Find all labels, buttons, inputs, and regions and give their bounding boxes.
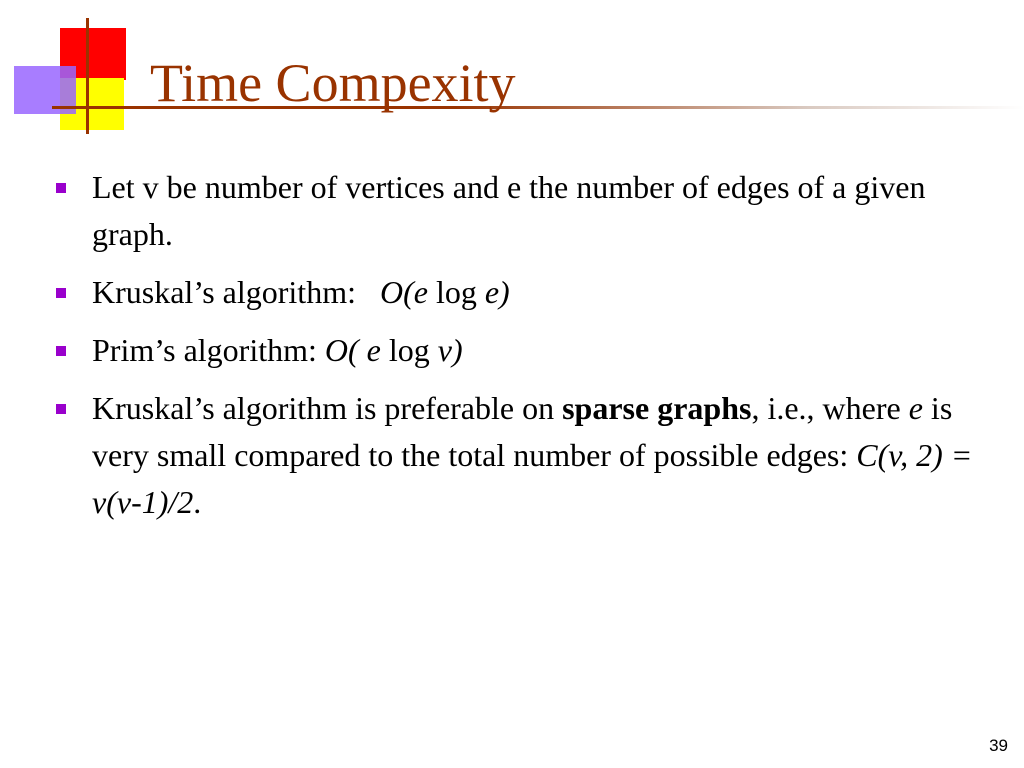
square-bullet-icon (56, 404, 66, 414)
bullet-math: v) (437, 332, 463, 368)
bullet-item (52, 327, 982, 374)
page-number: 39 (989, 736, 1008, 755)
bullet-math: e) (484, 274, 510, 310)
bullet-text: log (380, 332, 438, 368)
bullet-text: Prim’s algorithm: (92, 332, 325, 368)
bullet-text: log (427, 274, 485, 310)
bullet-math: O( e (324, 332, 381, 368)
vertical-line-decoration (86, 18, 89, 134)
bullet-text: Kruskal’s algorithm is preferable on (92, 390, 563, 426)
bullet-text: Let v be number of vertices and e the number of edges of a given graph. (92, 169, 926, 252)
bullet-text: Kruskal’s algorithm: (92, 274, 380, 310)
slide-title: Time Compexity (150, 53, 516, 113)
bullet-text: , i.e., where (751, 390, 909, 426)
bullet-text: . (193, 484, 202, 520)
bullet-item (52, 385, 982, 526)
bullet-text: is very small compared to the total number of possible edges: (92, 390, 953, 473)
bullet-math: O(e (379, 274, 428, 310)
square-bullet-icon (56, 183, 66, 193)
bullet-math: C(v, 2) = v(v-1)/2 (92, 437, 973, 520)
bullet-item (52, 164, 982, 258)
title-decoration (0, 0, 160, 140)
bullet-math: e (908, 390, 923, 426)
square-bullet-icon (56, 346, 66, 356)
bullet-emphasis: sparse graphs (562, 390, 752, 426)
square-bullet-icon (56, 288, 66, 298)
bullet-list (52, 164, 982, 537)
horizontal-line-decoration (52, 106, 150, 109)
bullet-item (52, 269, 982, 316)
